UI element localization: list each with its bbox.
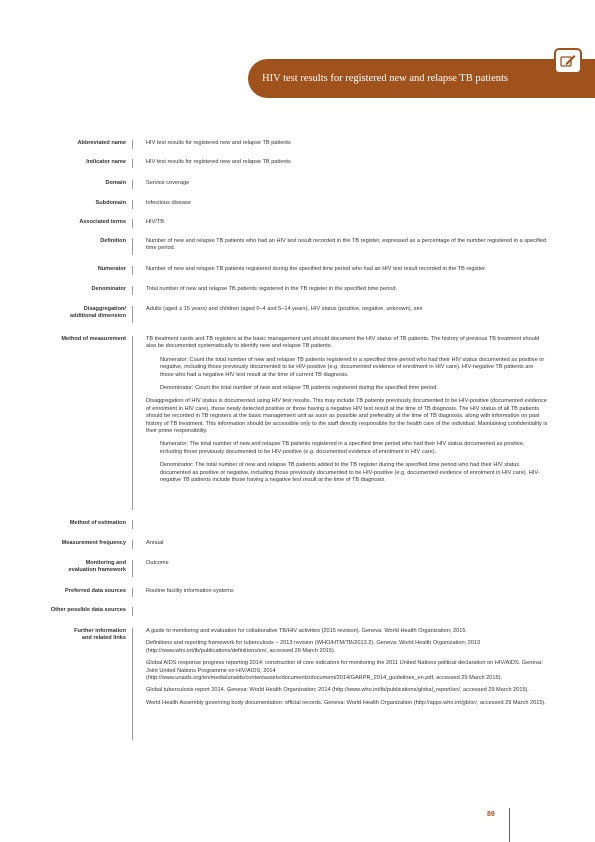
divider (132, 560, 133, 577)
paragraph: Denominator: The total number of new and relapse TB patients added to the TB register during the specified time period who had their HIV status documented as positive or negative, including those previously documented to be HIV-positive (e.g. documented evidence of enrolment in HIV care). HIV-negative TB patients include those having a negative test result at the time of TB diagnosis. (160, 462, 540, 484)
paragraph: Disaggregation of HIV status is documented using HIV test results. This may include TB patients previously documented to be HIV-positive (documented evidence of enrolment in HIV care), those newly detected positive or those having a negative HIV test result at the time of TB diagnosis. The HIV status of all TB patients should be recorded in TB registers at the basic management unit as soon as possible and preferably at the time of TB diagnosis, along with information on past history of TB treatment. This information should be accessible only to the staff directly responsible for the health care of the individual. Maintaining confidentiality is their prime responsibility. (146, 398, 548, 435)
field-label: Preferred data sources (65, 588, 126, 594)
field-label: Measurement frequency (61, 540, 126, 546)
field-label: Other possible data sources (50, 607, 126, 613)
field-label-line-2: and related links (81, 635, 126, 642)
section-header (248, 59, 595, 98)
divider (132, 238, 133, 255)
field-value (146, 336, 548, 485)
field-label-line-1: Monitoring and (85, 560, 126, 566)
footer-rule (509, 808, 510, 842)
paragraph: TB treatment cards and TB registers at the basic management unit should document the HIV status of TB patients. The history of previous TB treatment should also be documented systematically to identify new and relapse TB patients. (146, 336, 540, 350)
field-label: Domain (105, 180, 126, 186)
field-label: Method of estimation (69, 520, 126, 526)
reference-item: Global tuberculosis report 2014. Geneva: World Health Organization; 2014 (http://www.who.int/tb/publications/global_report/en/, accessed 29 March 2015). (146, 687, 529, 694)
divider (132, 540, 133, 549)
field-value: Infectious disease (146, 200, 191, 206)
field-value: HIV test results for registered new and relapse TB patients (146, 159, 291, 165)
reference-list (146, 628, 548, 707)
field-label (30, 306, 126, 321)
divider (132, 336, 133, 510)
field-value: Annual (146, 540, 164, 546)
field-value: Total number of new and relapse TB patients registered in the TB register in the specified time period. (146, 286, 398, 292)
divider (132, 628, 133, 740)
field-value: Adults (aged ≥ 15 years) and children (aged 0–4 and 5–14 years), HIV status (positive, negative, unknown), sex (146, 306, 423, 312)
field-value: Service coverage (146, 180, 190, 186)
divider (132, 266, 133, 275)
field-value: HIV/TB (146, 219, 165, 225)
page-number: 89 (487, 811, 495, 818)
divider (132, 140, 133, 149)
reference-item: A guide to monitoring and evaluation for collaborative TB/HIV activities (2015 revision). Geneva: World Health Organization; 2015. (146, 628, 467, 634)
field-value: HIV test results for registered new and relapse TB patients (146, 140, 291, 146)
divider (132, 520, 133, 529)
field-label-line-2: additional dimension (70, 313, 126, 320)
paragraph: Numerator: The total number of new and relapse TB patients registered in a specified time period who had their HIV status documented as positive, including those previously documented to be HIV-positive (e.g. documented evidence of enrolment in HIV care). (160, 441, 525, 455)
field-label (30, 560, 126, 575)
reference-item: World Health Assembly governing body documentation: official records. Geneva: World Health Organization (http://apps.who.int/gb/or/, accessed 29 March 2015). (146, 699, 546, 706)
divider (132, 607, 133, 616)
reference-item: Definitions and reporting framework for tuberculosis – 2013 revision (WHO/HTM/TB/2013.2). Geneva: World Health Organization; 2013 (http://www.who.int/tb/publications/definitions/en/, accessed 29 March 2015). (146, 640, 481, 654)
field-label-line-1: Further information (74, 628, 126, 634)
field-label: Method of measurement (61, 336, 126, 342)
field-label (30, 628, 126, 643)
field-value: Outcome (146, 560, 169, 566)
section-title: HIV test results for registered new and relapse TB patients (262, 73, 509, 84)
paragraph: Numerator: Count the total number of new and relapse TB patients registered in a specified time period who had their HIV status documented as positive or negative, including those previously documented to be HIV-positive (e.g. documented evidence of enrolment in HIV care). HIV-negative TB patients are those who had a negative HIV test result at the time of current TB diagnosis. (160, 356, 545, 378)
field-label: Definition (100, 238, 126, 244)
divider (132, 180, 133, 189)
divider (132, 219, 133, 228)
paragraph: Denominator: Count the total number of new and relapse TB patients registered during the specified time period. (160, 385, 438, 392)
field-label-line-2: evaluation framework (68, 567, 126, 574)
field-value: Routine facility information systems (146, 588, 234, 594)
field-label: Denominator (91, 286, 126, 292)
field-label-line-1: Disaggregation/ (83, 306, 126, 312)
field-label: Numerator (97, 266, 126, 272)
divider (132, 200, 133, 209)
divider (132, 588, 133, 597)
reference-item: Global AIDS response progress reporting 2014: construction of core indicators for monitoring the 2011 United Nations political declaration on HIV/AIDS. Geneva: Joint United Nations Programme on HIV/AIDS; 2014 (http://www.unaids.org/en/media/unaids/contentassets/documents/document/2014/GARPR_2014_guidelines_en.pdf, accessed 29 March 2015). (146, 660, 543, 682)
divider (132, 306, 133, 323)
pencil-note-icon (554, 48, 582, 74)
divider (132, 286, 133, 295)
divider (132, 159, 133, 168)
field-label: Indicator name (86, 159, 126, 165)
field-label: Subdomain (95, 200, 126, 206)
field-label: Abbreviated name (77, 140, 126, 146)
field-value: Number of new and relapse TB patients who had an HIV test result recorded in the TB register, expressed as a percentage of the number registered in a specified time period. (146, 238, 547, 252)
field-value: Number of new and relapse TB patients registered during the specified time period who had an HIV test result recorded in the TB register. (146, 266, 487, 272)
field-label: Associated terms (79, 219, 126, 225)
